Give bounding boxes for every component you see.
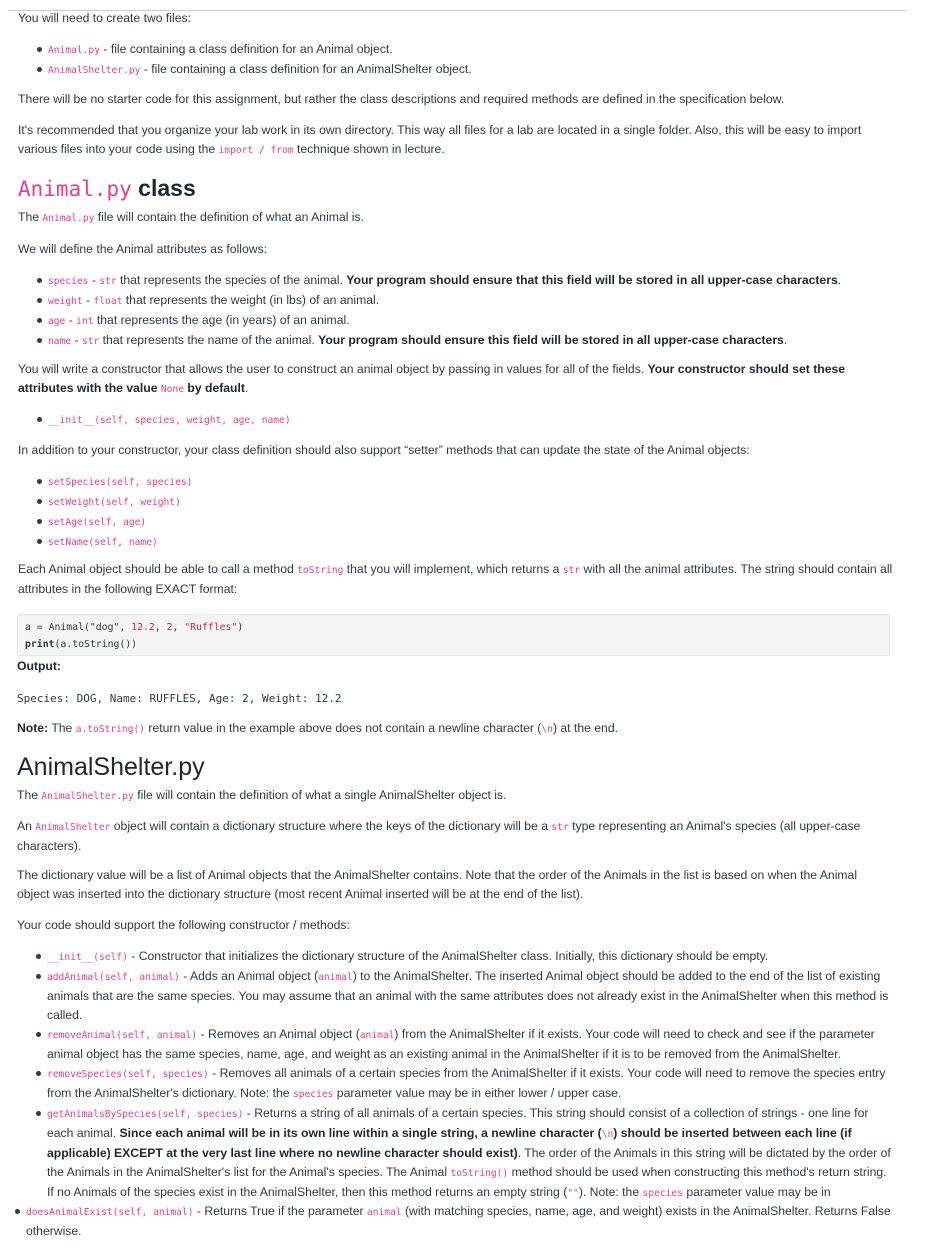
list-item: getAnimalsBySpecies(self, species) - Returns a string of all animals of a certain species. This string should consist of a collection of strings - one line for each animal. Since each animal will be in its own line within a single string, a newline character (\n) should be inserted between each line (if applicable) EXCEPT at the very last line where no newline character should exist). The order of the Animals in this string will be dictated by the order of the Animals in the AnimalShelter's list for the Animal's species. The Animal toString() method should be used when constructing this method's return string. If no Animals of the species exist in the AnimalShelter, then this method returns an empty string (""). Note: the species parameter value may be in — [17, 1104, 895, 1203]
note-paragraph: Note: The a.toString() return value in the example above does not contain a newline character (\n) at the end. — [17, 721, 618, 735]
list-item: species - str that represents the species of the animal. Your program should ensure that this field will be stored in all upper-case characters. — [18, 271, 898, 291]
intro-paragraph-3: It's recommended that you organize your lab work in its own directory. This way all files for a lab are located in a single folder. Also, this will be easy to import various files into your code using the import / from technique shown in lecture. — [18, 123, 862, 156]
code-animalshelter-py: AnimalShelter.py — [48, 65, 141, 76]
list-item: Animal.py - file containing a class definition for an Animal object. — [18, 40, 898, 60]
list-item — [18, 410, 898, 430]
code-animal-py: Animal.py — [48, 45, 100, 56]
attributes-list — [18, 271, 898, 351]
animal-paragraph-2: We will define the Animal attributes as follows: — [18, 242, 268, 256]
shelter-paragraph-1: The AnimalShelter.py file will contain the definition of what a single AnimalShelter object is. — [17, 788, 507, 802]
intro-paragraph-2: There will be no starter code for this assignment, but rather the class descriptions and required methods are defined in the specification below. — [18, 92, 785, 106]
shelter-paragraph-4: Your code should support the following constructor / methods: — [17, 918, 350, 932]
code-line-1: a = Animal("dog", 12.2, 2, "Ruffles") — [25, 622, 244, 633]
list-item: name - str that represents the name of the animal. Your program should ensure this field will be stored in all upper-case characters. — [18, 331, 898, 351]
list-item: setSpecies(self, species) — [18, 472, 898, 492]
list-item: removeSpecies(self, species) - Removes all animals of a certain species from the AnimalShelter if it exists. Your code will need to remove the species entry from the AnimalShelter's dictionary. Note: the species parameter value may be in either lower / upper case. — [17, 1064, 895, 1104]
list-item: addAnimal(self, animal) - Adds an Animal object (animal) to the AnimalShelter. The inserted Animal object should be added to the end of the list of existing animals that are the same species. You may assume that an animal with the same attributes does not already exist in the AnimalShelter when this method is called. — [17, 967, 895, 1025]
list-item: __init__(self) - Constructor that initializes the dictionary structure of the AnimalShelter class. Initially, this dictionary should be empty. — [17, 947, 895, 967]
setter-paragraph: In addition to your constructor, your class definition should also support “setter” methods that can update the state of the Animal objects: — [18, 443, 750, 457]
list-item: removeAnimal(self, animal) - Removes an Animal object (animal) from the AnimalShelter if it exists. Your code will need to check and see if the parameter animal object has the same species, name, age, and weight as an existing animal in the AnimalShelter if it is to be removed from the AnimalShelter. — [17, 1025, 895, 1064]
methods-list — [17, 947, 895, 1203]
code-example — [17, 614, 890, 656]
list-item: setAge(self, age) — [18, 512, 898, 532]
list-item: setName(self, name) — [18, 532, 898, 552]
constructor-signature: __init__(self, species, weight, age, name) — [48, 415, 291, 426]
tostring-paragraph: Each Animal object should be able to call a method toString that you will implement, which returns a str with all the animal attributes. The string should contain all attributes in the following EXACT format: — [18, 562, 893, 596]
list-item: age - int that represents the age (in years) of an animal. — [18, 311, 898, 331]
intro-line: You will need to create two files: — [18, 11, 191, 25]
constructor-list — [18, 410, 898, 430]
list-item: doesAnimalExist(self, animal) - Returns True if the parameter animal (with matching species, name, age, and weight) exists in the AnimalShelter. Returns False otherwise. — [6, 1202, 906, 1241]
heading-animal-class: Animal.py class — [18, 175, 196, 201]
constructor-paragraph: You will write a constructor that allows the user to construct an animal object by passing in values for all of the fields. Your constructor should set these attributes with the value None by default. — [18, 362, 846, 395]
shelter-paragraph-2: An AnimalShelter object will contain a dictionary structure where the keys of the dictionary will be a str type representing an Animal's species (all upper-case characters). — [17, 819, 861, 853]
code-line-2: print(a.toString()) — [25, 639, 138, 650]
shelter-paragraph-3: The dictionary value will be a list of Animal objects that the AnimalShelter contains. Note that the order of the Animals in the list is based on when the Animal object was inserted into the dictionary structure (most recent Animal inserted will be at the end of the list). — [17, 868, 858, 901]
list-item: weight - float that represents the weight (in lbs) of an animal. — [18, 291, 898, 311]
list-item: setWeight(self, weight) — [18, 492, 898, 512]
output-text: Species: DOG, Name: RUFFLES, Age: 2, Weight: 12.2 — [17, 692, 342, 705]
files-list — [18, 40, 898, 80]
animal-paragraph-1: The Animal.py file will contain the definition of what an Animal is. — [18, 210, 364, 224]
methods-list-continued — [6, 1202, 906, 1241]
output-label: Output: — [17, 659, 61, 673]
heading-animalshelter: AnimalShelter.py — [17, 753, 205, 781]
setter-list — [18, 472, 898, 552]
list-item: AnimalShelter.py - file containing a class definition for an AnimalShelter object. — [18, 60, 898, 80]
